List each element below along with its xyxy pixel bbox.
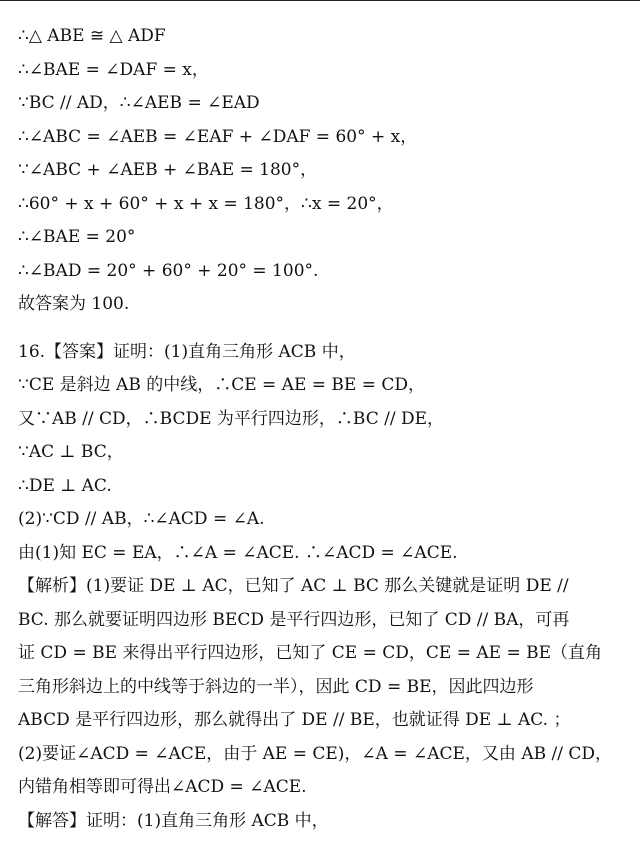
solution-line: ∵∠ABC + ∠AEB + ∠BAE = 180°，	[18, 160, 318, 180]
answer-line: (2)∵CD // AB，∴∠ACD = ∠A.	[18, 509, 265, 529]
solution-line: ∴∠ABC = ∠AEB = ∠EAF + ∠DAF = 60° + x，	[18, 126, 418, 147]
answer-line: ∵AC ⊥ BC，	[18, 442, 124, 462]
answer-line: ∵CE 是斜边 AB 的中线，∴CE = AE = BE = CD，	[18, 375, 426, 395]
answer-line: 由(1)知 EC = EA，∴∠A = ∠ACE. ∴∠ACD = ∠ACE.	[18, 542, 458, 563]
solution-line: ∴∠BAD = 20° + 60° + 20° = 100°.	[18, 260, 319, 281]
solution-line: ∴∠BAE = 20°	[18, 227, 136, 247]
answer-heading-line: 16.【答案】证明：(1)直角三角形 ACB 中，	[18, 341, 356, 362]
problem-16-solution-block	[18, 805, 628, 839]
problem-16-answer-block	[18, 336, 628, 571]
solution-15-block	[18, 20, 628, 322]
top-border	[0, 0, 640, 1]
solution-heading-line: 【解答】证明：(1)直角三角形 ACB 中，	[18, 810, 329, 831]
solution-line: ∴△ ABE ≅ △ ADF	[18, 26, 166, 46]
problem-16-analysis-block	[18, 570, 628, 805]
final-answer-line: 故答案为 100.	[18, 294, 130, 314]
analysis-heading-line: 【解析】(1)要证 DE ⊥ AC，已知了 AC ⊥ BC 那么关键就是证明 DE //	[18, 576, 569, 596]
answer-line: 又∵AB // CD，∴BCDE 为平行四边形，∴BC // DE，	[18, 408, 445, 429]
solution-line: ∴∠BAE = ∠DAF = x，	[18, 59, 209, 80]
analysis-line: 内错角相等即可得出∠ACD = ∠ACE.	[18, 777, 307, 797]
solution-line: ∴60° + x + 60° + x + x = 180°，∴x = 20°，	[18, 193, 394, 214]
solution-line: ∵BC // AD，∴∠AEB = ∠EAD	[18, 93, 260, 113]
answer-line: ∴DE ⊥ AC.	[18, 475, 112, 496]
analysis-line: 三角形斜边上的中线等于斜边的一半），因此 CD = BE，因此四边形	[18, 676, 534, 697]
analysis-line: (2)要证∠ACD = ∠ACE，由于 AE = CE)，∠A = ∠ACE，又由 AB // CD，	[18, 743, 613, 764]
document-page	[18, 20, 628, 838]
analysis-line: ABCD 是平行四边形，那么就得出了 DE // BE，也就证得 DE ⊥ AC. ；	[18, 710, 571, 730]
section-gap	[18, 322, 628, 336]
analysis-line: 证 CD = BE 来得出平行四边形，已知了 CE = CD，CE = AE = BE（直角	[18, 643, 603, 663]
analysis-line: BC. 那么就要证明四边形 BECD 是平行四边形，已知了 CD // BA，可再	[18, 609, 570, 630]
